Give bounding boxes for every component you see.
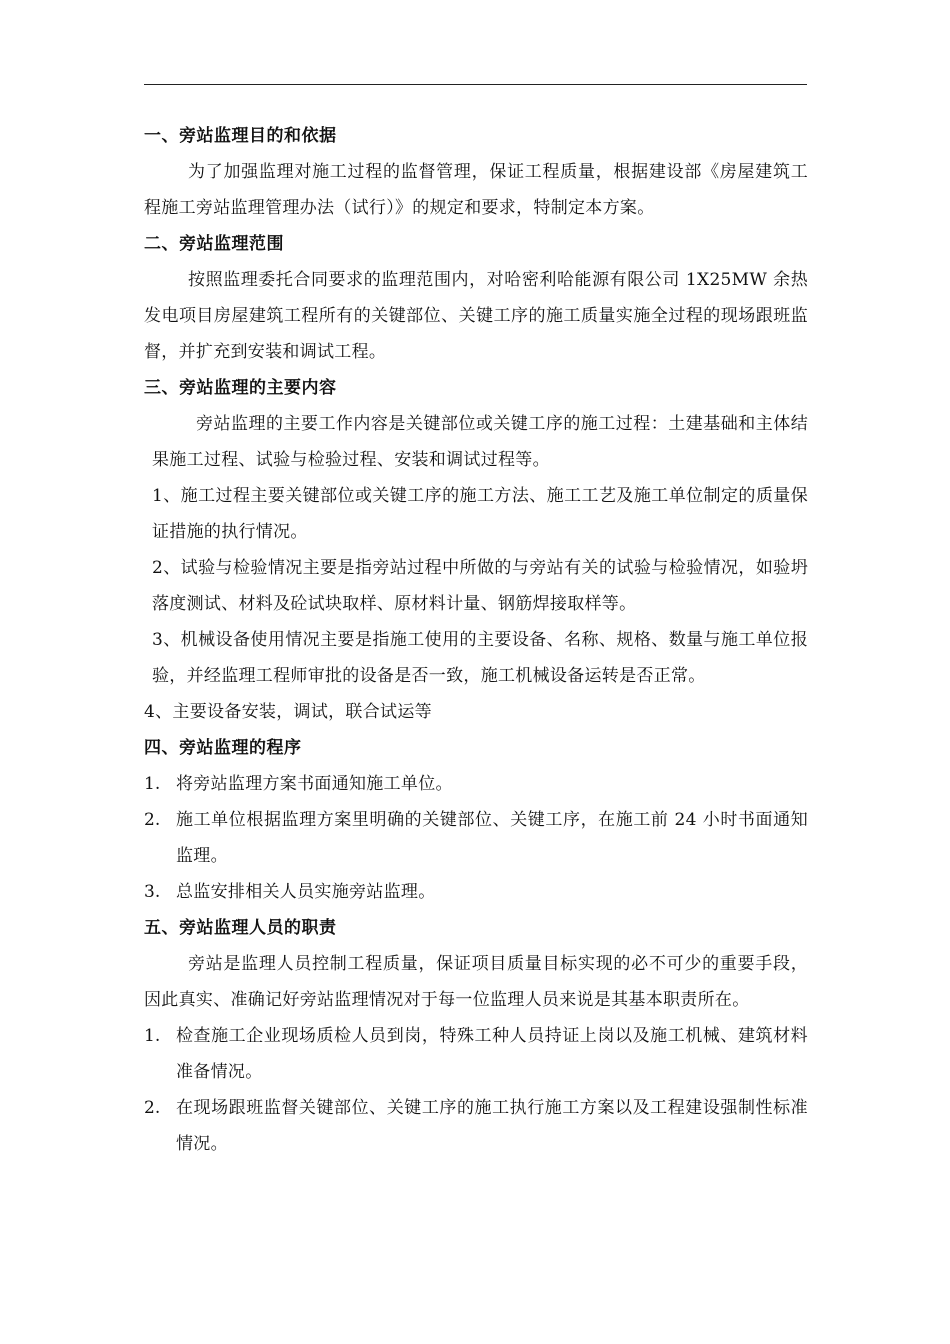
- section-3-heading: 三、旁站监理的主要内容: [144, 378, 337, 398]
- procedure-item-number: 3.: [144, 882, 161, 902]
- procedure-item-text: 总监安排相关人员实施旁站监理。: [176, 882, 436, 902]
- section-3-item-2: 2、试验与检验情况主要是指旁站过程中所做的与旁站有关的试验与检验情况，如验坍落度测试、材料及砼试块取样、原材料计量、钢筋焊接取样等。: [152, 558, 808, 614]
- section-3-item-4: 4、主要设备安装，调试，联合试运等: [144, 702, 432, 722]
- section-2-paragraph: 按照监理委托合同要求的监理范围内，对哈密利哈能源有限公司 1X25MW 余热发电项目房屋建筑工程所有的关键部位、关键工序的施工质量实施全过程的现场跟班监督，并扩充到安装和调试工程。: [144, 270, 808, 362]
- section-1-paragraph: 为了加强监理对施工过程的监督管理，保证工程质量，根据建设部《房屋建筑工程施工旁站监理管理办法（试行）》的规定和要求，特制定本方案。: [144, 162, 808, 218]
- section-3-item-3: 3、机械设备使用情况主要是指施工使用的主要设备、名称、规格、数量与施工单位报验，并经监理工程师审批的设备是否一致，施工机械设备运转是否正常。: [152, 630, 808, 686]
- procedure-item-1: [144, 766, 808, 802]
- section-4-heading: 四、旁站监理的程序: [144, 738, 302, 758]
- duty-item-text: 在现场跟班监督关键部位、关键工序的施工执行施工方案以及工程建设强制性标准情况。: [176, 1098, 808, 1154]
- section-3-item-1: 1、施工过程主要关键部位或关键工序的施工方法、施工工艺及施工单位制定的质量保证措施的执行情况。: [152, 486, 808, 542]
- procedure-item-number: 1.: [144, 774, 161, 794]
- procedure-item-3: [144, 874, 808, 910]
- procedure-item-2: [144, 802, 808, 874]
- document-body: [144, 118, 808, 1162]
- duty-item-2: [144, 1090, 808, 1162]
- section-5-paragraph: 旁站是监理人员控制工程质量，保证项目质量目标实现的必不可少的重要手段，因此真实、准确记好旁站监理情况对于每一位监理人员来说是其基本职责所在。: [144, 954, 808, 1010]
- section-2-heading: 二、旁站监理范围: [144, 234, 284, 254]
- section-3-intro: 旁站监理的主要工作内容是关键部位或关键工序的施工过程：土建基础和主体结果施工过程、试验与检验过程、安装和调试过程等。: [152, 414, 808, 470]
- header-rule: [144, 84, 807, 85]
- procedure-item-text: 将旁站监理方案书面通知施工单位。: [176, 774, 453, 794]
- duty-item-text: 检查施工企业现场质检人员到岗，特殊工种人员持证上岗以及施工机械、建筑材料准备情况。: [176, 1026, 808, 1082]
- duty-item-1: [144, 1018, 808, 1090]
- section-5-heading: 五、旁站监理人员的职责: [144, 918, 337, 938]
- procedure-item-number: 2.: [144, 810, 161, 830]
- procedure-item-text: 施工单位根据监理方案里明确的关键部位、关键工序，在施工前 24 小时书面通知监理。: [176, 810, 808, 866]
- duty-item-number: 2.: [144, 1098, 161, 1118]
- duty-item-number: 1.: [144, 1026, 161, 1046]
- section-1-heading: 一、旁站监理目的和依据: [144, 126, 337, 146]
